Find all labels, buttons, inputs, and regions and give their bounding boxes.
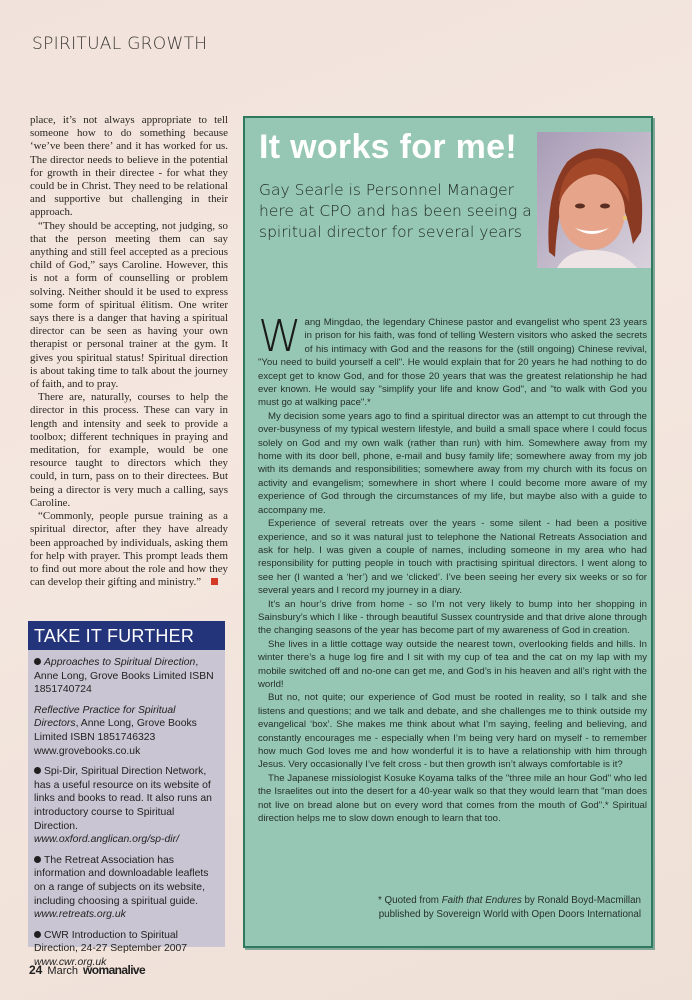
feature-paragraph: It’s an hour’s drive from home - so I’m not very likely to bump into her shopping in Sainsbury’s which I like - through beautiful Sussex countryside and that drive alone through the changing seasons of the year has become part of my awareness of God in creation. [258, 598, 647, 637]
resource-title: Reflective Practice for Spiritual Directors [34, 704, 176, 730]
feature-paragraph [258, 311, 647, 410]
resource-link[interactable]: www.retreats.org.uk [34, 909, 126, 921]
feature-paragraph-text: ang Mingdao, the legendary Chinese pastor and evangelist who spent 23 years in prison for his faith, was fond of telling Western visitors who asked the secrets of his intimacy with God and the reasons for the (still ongoing) Chinese revival, "You need to build yourself a cell". He would explain that for 20 years he had nothing to do except get to know God, and for those 20 years that was the greatest relationship he had ever known. He would say "simplify your life and know God", and "to walk with God you must go at walking pace".* [258, 317, 647, 409]
feature-paragraph: Experience of several retreats over the years - some silent - had been a positive experience, and so it was natural just to telephone the National Retreats Association and ask for help. I was given a couple of names, including someone in my area who had responsibility for putting people in touch with practising spiritual directors. I went along to see her (I wanted a ‘her’) and we ‘clicked’. I’ve been seeing her every six weeks or so for several years and I record my journey in a diary. [258, 518, 647, 597]
footnote-book-title: Faith that Endures [441, 895, 522, 906]
take-it-further-box [28, 621, 225, 968]
resource-text: CWR Introduction to Spiritual Direction, 24-27 September 2007 [34, 929, 188, 955]
article-paragraph: place, it’s not always appropriate to tell someone how to do something because ‘we’ve been there’ and it has worked for us. The director needs to believe in the potential for growth in their directee - for what they could be in Christ. They need to be relational and supportive but challenging in their approach. [30, 114, 228, 219]
bullet-icon [34, 856, 41, 863]
resource-text: Spi-Dir, Spiritual Direction Network, has a useful resource on its website of links and books to read. It also runs an introductory course to Spiritual Direction. [34, 766, 212, 832]
page-footer [29, 963, 145, 977]
article-left-column [30, 114, 228, 589]
resource-title: Approaches to Spiritual Direction [44, 657, 196, 668]
resource-item [34, 704, 219, 758]
take-it-further-heading: TAKE IT FURTHER [28, 621, 225, 650]
issue-month: March [47, 965, 78, 977]
feature-paragraph: My decision some years ago to find a spiritual director was an attempt to cut through the over-busyness of my typical western lifestyle, and build a small space where I could focus solely on God and my own walk (rather than run) with him. Somewhere away from my home with its door bell, phone, e-mail and busy family life; somewhere away from my job with its demands and responsibilities; somewhere away from my church with its focus on activity and evangelism; somewhere in short where I could become more aware of my experience of God through the circumstances of my life, but maybe also with a guide to accompany me. [258, 410, 647, 516]
drop-cap: W [258, 311, 302, 362]
feature-paragraph: She lives in a little cottage way outside the nearest town, overlooking fields and hills. In winter there’s a huge log fire and I sit with my cup of tea and the cat on my lap with my mobile switched off and no-one can get me, and God’s in his heaven and all’s right with the world! [258, 638, 647, 690]
page-number: 24 [29, 963, 43, 977]
portrait-illustration [537, 132, 651, 268]
end-of-article-mark-icon [211, 578, 218, 585]
section-title: SPIRITUAL GROWTH [32, 34, 208, 54]
feature-body [258, 311, 647, 825]
feature-title: It works for me! [259, 128, 517, 166]
magazine-logo: womanalive [83, 963, 146, 977]
article-paragraph-text: “Commonly, people pursue training as a spiritual director, after they have already been approached by individuals, asking them for help with prayer. This prompt leads them to find out more about the role and how they can develop their gifting and ministry.” [30, 510, 228, 589]
article-paragraph-last [30, 510, 228, 589]
resource-text: , Anne Long, Grove Books Limited ISBN 1851746323 www.grovebooks.co.uk [34, 718, 197, 757]
portrait-photo [537, 132, 651, 268]
article-paragraph: “They should be accepting, not judging, so that the person meeting them can say anything and still feel accepted as a precious child of God,” says Caroline. However, this is not a form of counselling or problem solving. Neither should it be used to express some form of spiritual élitism. One writer says there is a danger that having a spiritual director can be seen as having your own therapist or personal trainer at the gym. It gives you spiritual status! Spiritual direction is about taking time to talk about the journey of faith, and to pray. [30, 219, 228, 391]
resource-text: , Anne Long, Grove Books Limited ISBN 1851740724 [34, 657, 214, 696]
resource-link[interactable]: www.oxford.anglican.org/sp-dir/ [34, 834, 179, 846]
footnote [341, 894, 641, 921]
take-it-further-list [28, 650, 225, 969]
feature-subtitle: Gay Searle is Personnel Manager here at CPO and has been seeing a spiritual director for several years [259, 181, 532, 241]
feature-paragraph: The Japanese missiologist Kosuke Koyama talks of the "three mile an hour God" who led the Israelites out into the desert for a 40-year walk so that they would learn that "man does not live on bread alone but on every word that comes from the mouth of God".* Spiritual direction helps me to slow down enough to learn that too. [258, 772, 647, 825]
resource-item [34, 765, 219, 847]
bullet-icon [34, 767, 41, 774]
bullet-icon [34, 931, 41, 938]
article-paragraph: There are, naturally, courses to help the director in this process. These can vary in length and intensity and seek to provide a toolbox; different techniques in praying and meditation, for example, would be one resource taught to directors which they could, in turn, pass on to their directees. But being a director is very much a calling, says Caroline. [30, 391, 228, 509]
resource-text: The Retreat Association has information and downloadable leaflets on a range of subjects on its website, including choosing a spiritual guide. [34, 854, 209, 907]
feature-paragraph: But no, not quite; our experience of God must be rooted in reality, so I talk and she listens and questions; and we talk and debate, and she challenges me to think outside my evangelical ‘box’. She makes me think about what I’m saying, feeling and believing, and constantly encourages me - especially when I’m being very hard on myself - to remember how much God loves me and how wonderful it is to have a relationship with him through Jesus. Very occasionally I’ve felt cross - but then growth isn’t always comfortable is it? [258, 692, 647, 771]
feature-box [243, 116, 653, 948]
footnote-suffix: by Ronald Boyd-Macmillan published by Sovereign World with Open Doors International [378, 895, 641, 920]
bullet-icon [34, 658, 41, 665]
resource-item [34, 854, 219, 922]
resource-link[interactable]: www.cwr.org.uk [34, 956, 107, 968]
resource-item [34, 656, 219, 697]
footnote-prefix: * Quoted from [377, 895, 442, 906]
